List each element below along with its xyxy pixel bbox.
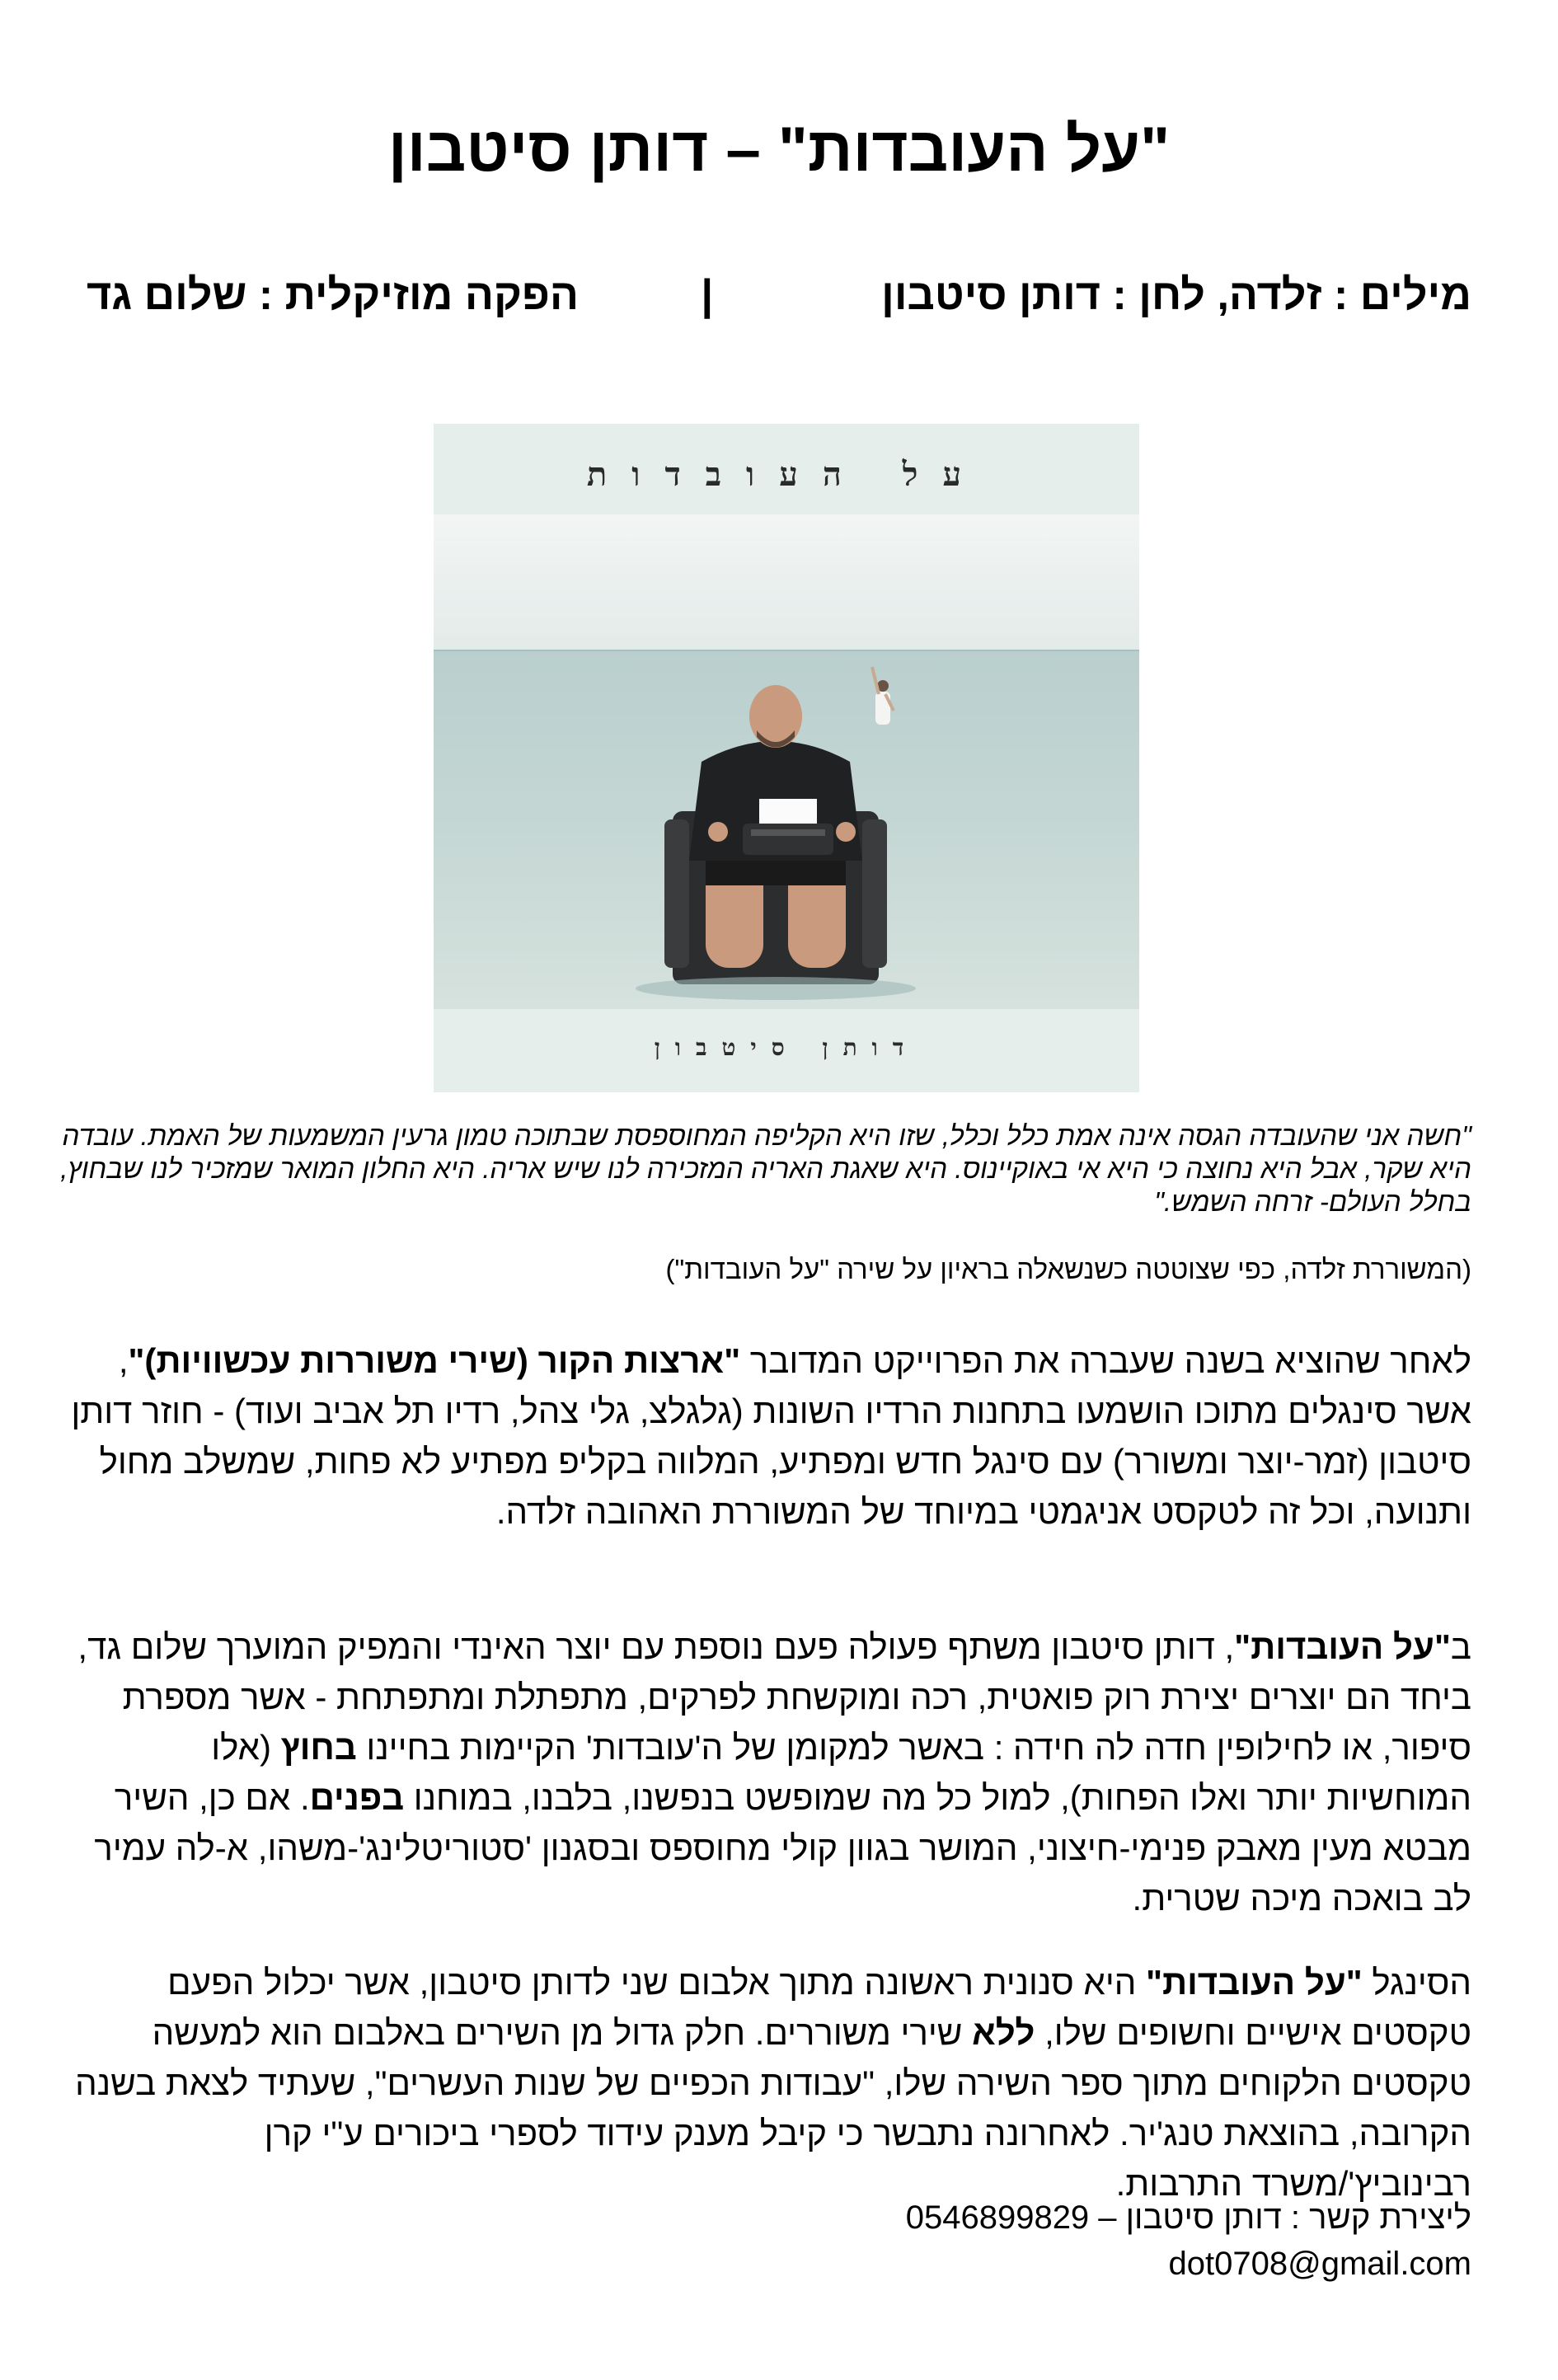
p1-bold-project: "ארצות הקור (שירי משוררות עכשוויות)": [128, 1341, 741, 1380]
p2-text-g: . אם כן, השיר מבטא מעין מאבק פנימי-חיצוני, המושר בגוון קולי מחוספס ובסגנון 'סטוריטלינג'-משהו, א-לה עמיר לב בואכה מיכה שטרית.: [94, 1778, 1471, 1918]
page-title: "על העובדות" – דותן סיטבון: [387, 115, 1171, 185]
p2-bold-outside: בחוץ: [280, 1728, 357, 1767]
p3-bold-song: "על העובדות": [1146, 1963, 1363, 2002]
p3-text-c: היא סנונית ראשונה מתוך אלבום שני לדותן סיטבון, אשר יכלול הפעם טקסטים אישיים וחשופים שלו,: [167, 1963, 1471, 2052]
credits-line: [87, 262, 1471, 328]
p1-text-c: , אשר סינגלים מתוכו הושמעו בתחנות הרדיו השונות (גלגלצ, גלי צהל, רדיו תל אביב ועוד) - חוזר דותן סיטבון (זמר-יוצר ומשורר) עם סינגל חדש ומפתיע, המלווה בקליפ מפתיע לא פחות, שמשלב מחול ותנועה, וכל זה לטקסט אניגמטי במיוחד של המשוררת האהובה זלדה.: [71, 1341, 1471, 1531]
album-cover-image: [434, 424, 1139, 1092]
p3-text-a: הסינגל: [1362, 1963, 1471, 2002]
credits-separator: |: [701, 271, 713, 319]
paragraph-1: [66, 1336, 1471, 1537]
quote-text: "חשה אני שהעובדה הגסה אינה אמת כלל וכלל, שזו היא הקליפה המחוספסת שבתוכה טמון גרעין המשמעות של האמת. עובדה היא שקר, אבל היא נחוצה כי היא אי באוקיינוס. היא שאגת האריה המזכירה לנו שיש אריה. היא החלון המואר שמזכיר לנו שבחוץ, בחלל העולם- זרחה השמש.": [60, 1120, 1471, 1217]
credits-production: הפקה מוזיקלית : שלום גד: [87, 271, 580, 319]
cover-title: על העובדות: [586, 455, 987, 494]
p3-bold-without: ללא: [972, 2013, 1035, 2052]
p2-bold-song: "על העובדות": [1234, 1627, 1451, 1666]
cover-photo: [434, 514, 1139, 1009]
credits-lyrics-music: מילים : זלדה, לחן : דותן סיטבון: [881, 271, 1471, 319]
cover-top-band: [434, 424, 1139, 514]
paragraph-2: [66, 1622, 1471, 1923]
p2-text-c: , דותן סיטבון משתף פעולה פעם נוספת עם יוצר האינדי והמפיק המוערך שלום גד, ביחד הם יוצרים יצירת רוק פואטית, רכה ומוקשחת לפרקים, מתפתלת ומתפתחת - אשר מספרת סיפור, או לחילופין חדה לה חידה : באשר למקומן של ה'עובדות' הקיימות בחיינו: [77, 1627, 1471, 1767]
p2-bold-inside: בפנים: [309, 1778, 405, 1817]
p3-text-e: שירי משוררים. חלק גדול מן השירים באלבום הוא למעשה טקסטים הלקוחים מתוך ספר השירה שלו, "עבודות הכפיים של שנות העשרים", שעתיד לצאת בשנה הקרובה, בהוצאת טנג'יר. לאחרונה נתבשר כי קיבל מענק עידוד לספרי ביכורים ע"י קרן רבינוביץ'/משרד התרבות.: [75, 2013, 1471, 2203]
p1-text-a: לאחר שהוציא בשנה שעברה את הפרוייקט המדובר: [740, 1341, 1471, 1380]
cover-bottom-band: [434, 1009, 1139, 1092]
quote-attribution: (המשוררת זלדה, כפי שצוטטה כשנשאלה בראיון על שירה "על העובדות"): [665, 1254, 1471, 1284]
cover-artist: דותן סיטבון: [654, 1034, 919, 1061]
contact-label: ליצירת קשר : דותן סיטבון – 0546899829: [905, 2199, 1471, 2236]
contact-email-link[interactable]: dot0708@gmail.com: [1168, 2246, 1471, 2282]
p2-text-e: (אלו המוחשיות יותר ואלו הפחות), למול כל מה שמופשט בנפשנו, בלבנו, במוחנו: [211, 1728, 1471, 1817]
contact-block: [66, 2195, 1471, 2287]
paragraph-3: [66, 1957, 1471, 2209]
p2-text-a: ב: [1450, 1627, 1471, 1666]
